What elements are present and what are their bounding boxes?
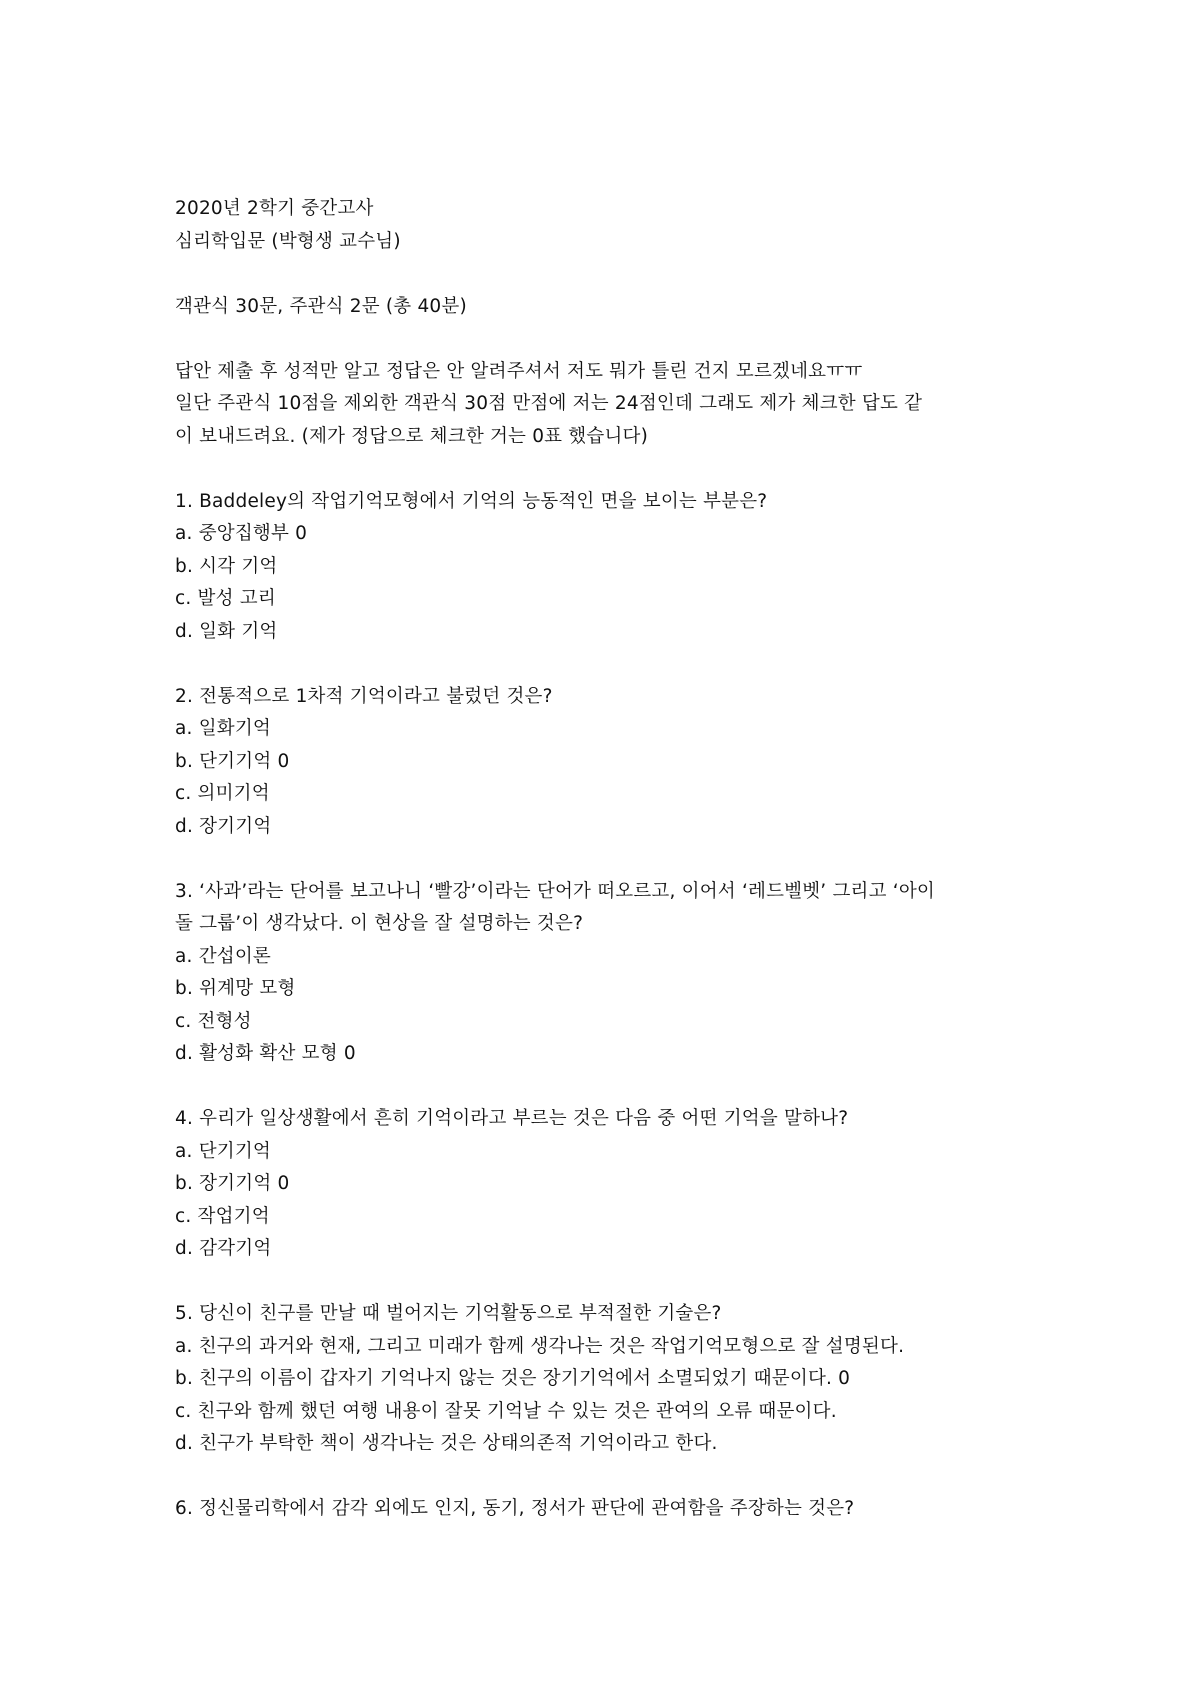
answer-option: d. 감각기억	[175, 1238, 272, 1259]
question-text: 5. 당신이 친구를 만날 때 벌어지는 기억활동으로 부적절한 기술은?	[175, 1303, 722, 1324]
spacer	[175, 648, 1055, 681]
answer-option: a. 일화기억	[175, 718, 271, 739]
spacer	[175, 1461, 1055, 1494]
question-block	[175, 1493, 1055, 1526]
question-text: 돌 그룹’이 생각났다. 이 현상을 잘 설명하는 것은?	[175, 913, 584, 934]
spacer	[175, 323, 1055, 356]
course-name: 심리학입문 (박형생 교수님)	[175, 230, 401, 252]
answer-option: d. 친구가 부탁한 책이 생각나는 것은 상태의존적 기억이라고 한다.	[175, 1433, 718, 1454]
answer-option: c. 발성 고리	[175, 588, 276, 609]
answer-option: a. 중앙집행부 0	[175, 523, 308, 544]
question-block	[175, 876, 1055, 1071]
exam-title: 2020년 2학기 중간고사	[175, 198, 374, 219]
answer-option: b. 장기기억 0	[175, 1173, 290, 1194]
answer-option: d. 장기기억	[175, 815, 272, 837]
note-line: 답안 제출 후 성적만 알고 정답은 안 알려주셔서 저도 뭐가 틀린 건지 모르겠네요ㅠㅠ	[175, 360, 863, 382]
answer-option: a. 친구의 과거와 현재, 그리고 미래가 함께 생각나는 것은 작업기억모형으로 잘 설명된다.	[175, 1335, 905, 1357]
spacer	[175, 843, 1055, 876]
note-line: 일단 주관식 10점을 제외한 객관식 30점 만점에 저는 24점인데 그래도 제가 체크한 답도 같	[175, 393, 923, 414]
spacer	[175, 258, 1055, 291]
question-text: 6. 정신물리학에서 감각 외에도 인지, 동기, 정서가 판단에 관여함을 주장하는 것은?	[175, 1498, 855, 1519]
answer-option: b. 친구의 이름이 갑자기 기억나지 않는 것은 장기기억에서 소멸되었기 때문이다. 0	[175, 1368, 851, 1389]
answer-option: b. 시각 기억	[175, 555, 278, 577]
question-text: 2. 전통적으로 1차적 기억이라고 불렀던 것은?	[175, 685, 553, 707]
exam-format: 객관식 30문, 주관식 2문 (총 40분)	[175, 295, 467, 317]
answer-option: b. 위계망 모형	[175, 978, 296, 999]
answer-option: d. 일화 기억	[175, 620, 278, 642]
answer-option: c. 친구와 함께 했던 여행 내용이 잘못 기억날 수 있는 것은 관여의 오류 때문이다.	[175, 1400, 837, 1422]
note-line: 이 보내드려요. (제가 정답으로 체크한 거는 0표 했습니다)	[175, 425, 649, 447]
question-block	[175, 1103, 1055, 1266]
spacer	[175, 1266, 1055, 1299]
question-text: 4. 우리가 일상생활에서 흔히 기억이라고 부르는 것은 다음 중 어떤 기억을 말하나?	[175, 1108, 849, 1129]
question-block	[175, 1298, 1055, 1461]
question-block	[175, 486, 1055, 649]
question-text: 3. ‘사과’라는 단어를 보고나니 ‘빨강’이라는 단어가 떠오르고, 이어서 ‘레드벨벳’ 그리고 ‘아이	[175, 880, 935, 902]
answer-option: c. 의미기억	[175, 783, 270, 804]
question-text: 1. Baddeley의 작업기억모형에서 기억의 능동적인 면을 보이는 부분은?	[175, 490, 768, 512]
answer-option: a. 단기기억	[175, 1140, 271, 1162]
answer-option: a. 간섭이론	[175, 945, 271, 967]
answer-option: c. 작업기억	[175, 1205, 270, 1227]
spacer	[175, 453, 1055, 486]
answer-option: b. 단기기억 0	[175, 750, 290, 772]
spacer	[175, 1071, 1055, 1104]
answer-option: c. 전형성	[175, 1010, 252, 1032]
answer-option: d. 활성화 확산 모형 0	[175, 1043, 356, 1064]
question-block	[175, 681, 1055, 844]
exam-document	[175, 193, 1055, 1526]
